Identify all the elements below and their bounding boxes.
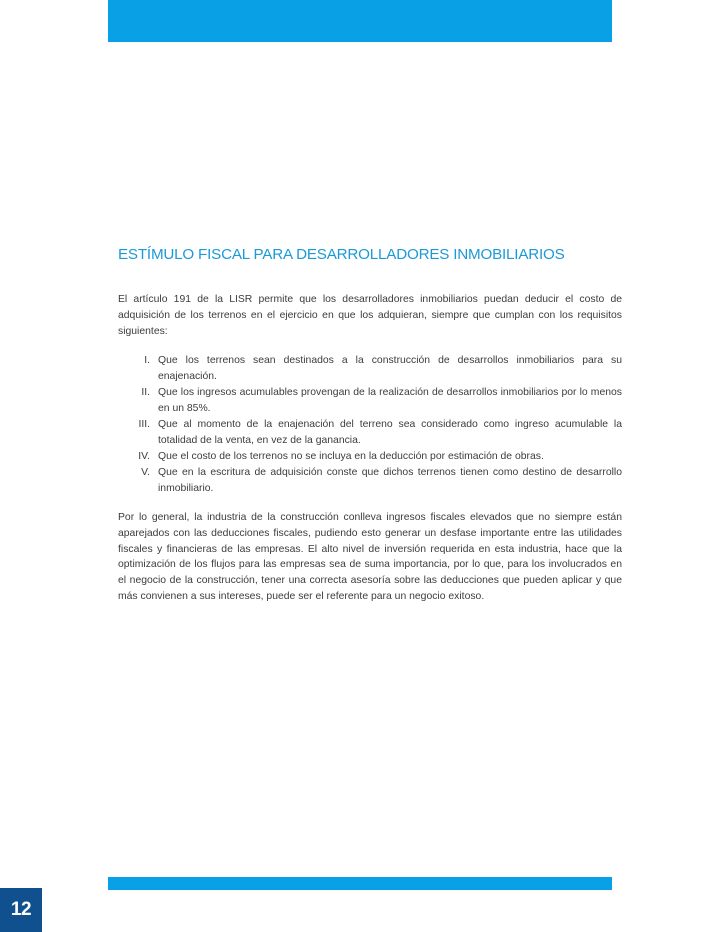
list-item-text: Que los terrenos sean destinados a la construcción de desarrollos inmobiliarios para su enajenación. [158,355,622,382]
list-item [118,353,622,385]
footer-accent-bar [108,877,612,890]
list-item-number: IV. [138,451,150,462]
list-item [118,385,622,417]
list-item-number: III. [138,419,150,430]
list-item-number: I. [144,355,150,366]
page-number: 12 [0,888,42,932]
list-item-text: Que en la escritura de adquisición conste que dichos terrenos tienen como destino de desarrollo inmobiliario. [158,467,622,494]
list-item [118,449,622,465]
list-item-text: Que los ingresos acumulables provengan de la realización de desarrollos inmobiliarios por lo menos en un 85%. [158,387,622,414]
header-accent-bar [108,0,612,42]
list-item-number: V. [141,467,150,478]
list-item [118,417,622,449]
list-item-number: II. [141,387,150,398]
list-item-text: Que el costo de los terrenos no se incluya en la deducción por estimación de obras. [158,451,544,462]
requirements-list [118,353,622,497]
list-item-text: Que al momento de la enajenación del terreno sea considerado como ingreso acumulable la totalidad de la venta, en vez de la ganancia. [158,419,622,446]
closing-paragraph: Por lo general, la industria de la construcción conlleva ingresos fiscales elevados que no siempre están aparejados con las deducciones fiscales, pudiendo esto generar un desfase importante entre las utilidades fiscales y financieras de las empresas. El alto nivel de inversión requerida en esta industria, hace que la optimización de los flujos para las empresas sea de suma importancia, por lo que, para los involucrados en el negocio de la construcción, tener una correcta asesoría sobre las deducciones que pueden aplicar y que más convienen a sus intereses, puede ser el referente para un negocio exitoso. [118,512,622,602]
list-item [118,465,622,497]
intro-paragraph: El artículo 191 de la LISR permite que los desarrolladores inmobiliarios puedan deducir el costo de adquisición de los terrenos en el ejercicio en que los adquieran, siempre que cumplan con los requisitos siguientes: [118,294,622,337]
page-content [118,244,622,605]
section-title: ESTÍMULO FISCAL PARA DESARROLLADORES INMOBILIARIOS [118,246,565,263]
